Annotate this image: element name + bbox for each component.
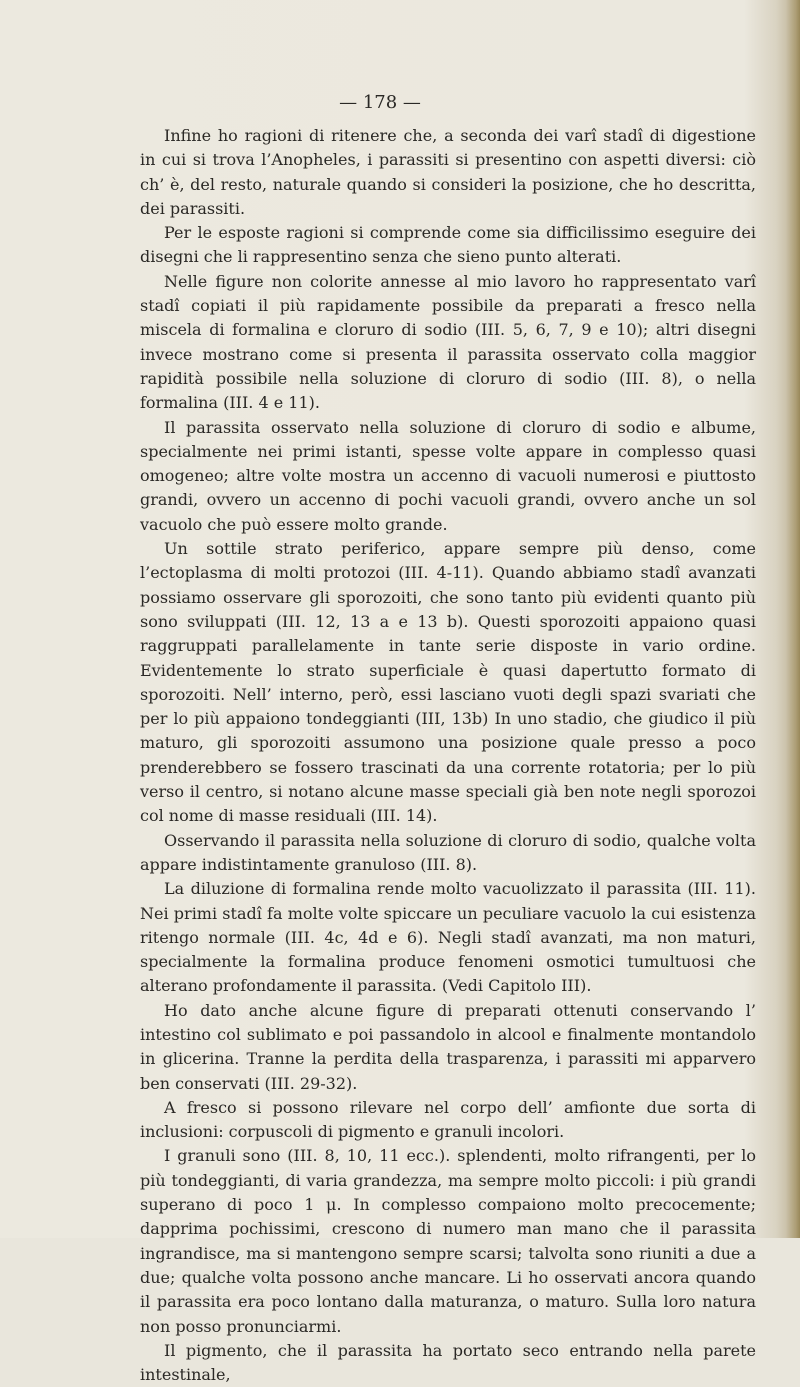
paragraph: A fresco si possono rilevare nel corpo dell’ amfionte due sorta di inclusioni: corpuscoli di pigmento e granuli incolori. [140, 1097, 756, 1142]
paragraph: Osservando il parassita nella soluzione di cloruro di sodio, qualche volta appare indistintamente granuloso (III. 8). [140, 830, 756, 874]
page-edge-stain [786, 0, 800, 1238]
body-text [140, 124, 756, 1387]
paragraph: Un sottile strato periferico, appare sempre più denso, come l’ectoplasma di molti protozoi (III. 4-11). Quando abbiamo stadî avanzati possiamo osservare gli sporozoiti, che sono tanto più evidenti quanto più sono sviluppati (III. 12, 13 a e 13 b). Questi sporozoiti appaiono quasi raggruppati parallelamente in tante serie disposte in vario ordine. Evidentemente lo strato superficiale è quasi dapertutto formato di sporozoiti. Nell’ interno, però, essi lasciano vuoti degli spazi svariati che per lo più appaiono tondeggianti (III, 13b) In uno stadio, che giudico il più maturo, gli sporozoiti assumono una posizione quale presso a poco prenderebbero se fossero trascinati da una corrente rotatoria; per lo più verso il centro, si notano alcune masse speciali già ben note negli sporozoi col nome di masse residuali (III. 14). [140, 539, 756, 826]
paragraph: Il pigmento, che il parassita ha portato seco entrando nella parete intestinale, [140, 1340, 756, 1385]
paragraph: Ho dato anche alcune figure di preparati ottenuti conservando l’ intestino col sublimato e poi passandolo in alcool e finalmente montandolo in glicerina. Tranne la perdita della trasparenza, i parassiti mi apparvero ben conservati (III. 29-32). [140, 1000, 756, 1093]
paragraph: Per le esposte ragioni si comprende come sia difficilissimo eseguire dei disegni che li rappresentino senza che sieno punto alterati. [140, 223, 756, 267]
page-number: — 178 — [339, 92, 421, 113]
paragraph: Il parassita osservato nella soluzione di cloruro di sodio e albume, specialmente nei primi istanti, spesse volte appare in complesso quasi omogeneo; altre volte mostra un accenno di vacuoli numerosi e piuttosto grandi, ovvero un accenno di pochi vacuoli grandi, ovvero anche un sol vacuolo che può essere molto grande. [140, 417, 756, 534]
paragraph: I granuli sono (III. 8, 10, 11 ecc.). splendenti, molto rifrangenti, per lo più tondeggianti, di varia grandezza, ma sempre molto piccoli: i più grandi superano di poco 1 μ. In complesso compaiono molto precocemente; dapprima pochissimi, crescono di numero man mano che il parassita ingrandisce, ma si mantengono sempre scarsi; talvolta sono riuniti a due a due; qualche volta possono anche mancare. Li ho osservati ancora quando il parassita era poco lontano dalla maturanza, o maturo. Sulla loro natura non posso pronunciarmi. [140, 1146, 756, 1336]
paragraph: Infine ho ragioni di ritenere che, a seconda dei varî stadî di digestione in cui si trova l’Anopheles, i parassiti si presentino con aspetti diversi: ciò ch’ è, del resto, naturale quando si consideri la posizione, che ho descritta, dei parassiti. [140, 126, 756, 218]
paragraph: La diluzione di formalina rende molto vacuolizzato il parassita (III. 11). Nei primi stadî fa molte volte spiccare un peculiare vacuolo la cui esistenza ritengo normale (III. 4c, 4d e 6). Negli stadî avanzati, ma non maturi, specialmente la formalina produce fenomeni osmotici tumultuosi che alterano profondamente il parassita. (Vedi Capitolo III). [140, 879, 756, 996]
paragraph: Nelle figure non colorite annesse al mio lavoro ho rappresentato varî stadî copiati il più rapidamente possibile da preparati a fresco nella miscela di formalina e cloruro di sodio (III. 5, 6, 7, 9 e 10); altri disegni invece mostrano come si presenta il parassita osservato colla maggior rapidità possibile nella soluzione di cloruro di sodio (III. 8), o nella formalina (III. 4 e 11). [140, 271, 756, 413]
